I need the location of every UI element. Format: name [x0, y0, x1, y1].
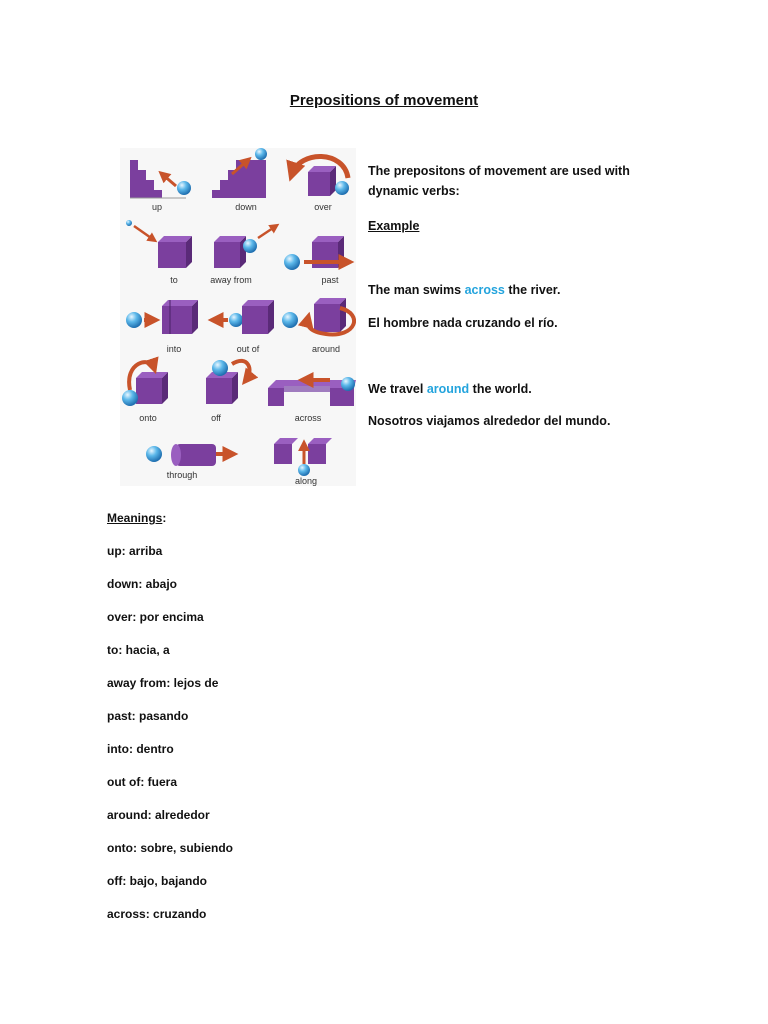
away-from-diagram: [214, 226, 276, 268]
intro-line-1: The prepositons of movement are used with: [368, 164, 630, 178]
example-1-highlight: across: [464, 283, 505, 297]
prepositions-diagram: [120, 148, 356, 486]
example-2-highlight: around: [426, 382, 470, 396]
list-item: across: cruzando: [107, 907, 207, 921]
list-item: over: por encima: [107, 610, 204, 624]
prepositions-illustration: [120, 148, 356, 486]
page-title: Prepositions of movement: [289, 92, 479, 109]
past-diagram: [284, 236, 348, 270]
label-up: up: [151, 202, 163, 212]
label-off: off: [211, 413, 221, 423]
list-item: away from: lejos de: [107, 676, 219, 690]
label-past: past: [321, 275, 339, 285]
list-item: out of: fuera: [107, 775, 177, 789]
along-diagram: [274, 438, 332, 476]
around-diagram: [282, 298, 354, 334]
example-sentence-2: [368, 379, 728, 399]
list-item: around: alrededor: [107, 808, 210, 822]
onto-diagram: [122, 362, 168, 406]
list-item: down: abajo: [107, 577, 177, 591]
meanings-heading-text: Meanings: [107, 511, 163, 525]
label-down: down: [235, 202, 257, 212]
example-2-before: We travel: [368, 382, 427, 396]
label-into: into: [166, 344, 182, 354]
example-1-after: the river.: [504, 283, 561, 297]
to-diagram: [126, 220, 192, 268]
intro-line-2: dynamic verbs:: [368, 184, 460, 198]
list-item: up: arriba: [107, 544, 163, 558]
label-over: over: [314, 202, 332, 212]
example-1-before: The man swims: [368, 283, 465, 297]
label-away-from: away from: [210, 275, 252, 285]
up-diagram: [130, 160, 191, 198]
list-item: onto: sobre, subiendo: [107, 841, 233, 855]
out-of-diagram: [214, 300, 274, 334]
list-item: into: dentro: [107, 742, 174, 756]
label-out-of: out of: [236, 344, 260, 354]
example-translation-1: El hombre nada cruzando el río.: [368, 316, 558, 330]
label-across: across: [294, 413, 322, 423]
down-diagram: [212, 148, 267, 198]
example-2-after: the world.: [469, 382, 532, 396]
example-translation-2: Nosotros viajamos alrededor del mundo.: [368, 414, 611, 428]
explanation-column: [368, 161, 728, 431]
into-diagram: [126, 300, 198, 334]
list-item: to: hacia, a: [107, 643, 170, 657]
off-diagram: [206, 360, 250, 404]
example-sentence-1: [368, 280, 728, 300]
label-to: to: [170, 275, 178, 285]
meanings-heading-colon: :: [162, 511, 167, 525]
across-diagram: [268, 377, 356, 406]
label-along: along: [294, 476, 318, 486]
example-heading: Example: [368, 219, 420, 233]
through-diagram: [146, 444, 232, 466]
list-item: past: pasando: [107, 709, 189, 723]
label-through: through: [166, 470, 198, 480]
label-around: around: [311, 344, 341, 354]
list-item: off: bajo, bajando: [107, 874, 207, 888]
meanings-heading: [107, 511, 166, 525]
label-onto: onto: [139, 413, 157, 423]
over-diagram: [292, 156, 349, 196]
